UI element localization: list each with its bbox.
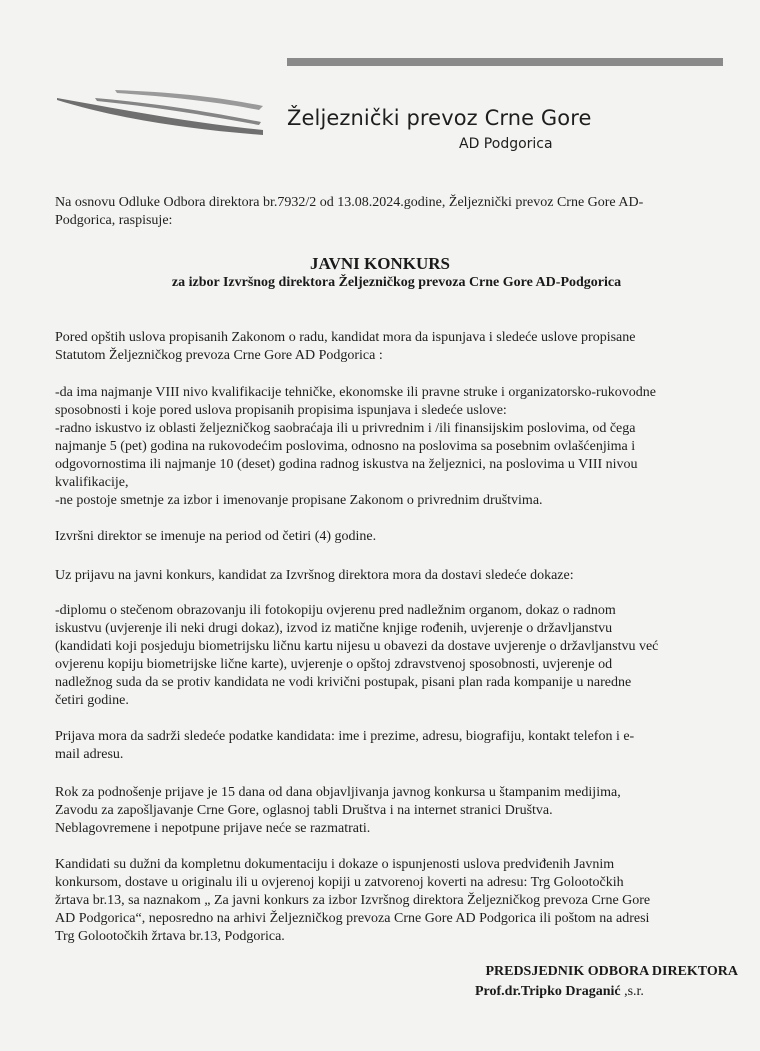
paragraph-line: žrtava br.13, sa naznakom „ Za javni konkurs za izbor Izvršnog direktora Željezničkog prevoza Crne Gore [55, 893, 651, 908]
paragraph-submission [55, 856, 737, 946]
paragraph-deadline [55, 784, 737, 838]
paragraph-general-conditions [55, 329, 737, 365]
paragraph-line: ovjerenu kopiju biometrijske lične karte), uvjerenje o opštoj zdravstvenoj sposobnosti, uvjerenje od [55, 657, 613, 672]
document-title: JAVNI KONKURS [310, 254, 450, 273]
paragraph-documents-list [55, 602, 737, 710]
intro-line: Na osnovu Odluke Odbora direktora br.7932/2 od 13.08.2024.godine, Željeznički prevoz Crne Gore AD- [55, 195, 644, 210]
paragraph-line: -ne postoje smetnje za izbor i imenovanje propisane Zakonom o privrednim društvima. [55, 493, 543, 508]
signatory-name: Prof.dr.Tripko Draganić [475, 984, 621, 999]
paragraph-line: četiri godine. [55, 693, 129, 708]
signature-suffix: ,s.r. [620, 984, 644, 999]
paragraph-line: Statutom Željezničkog prevoza Crne Gore AD Podgorica : [55, 348, 383, 363]
company-name: Željeznički prevoz Crne Gore [287, 106, 592, 130]
paragraph-line: Pored opštih uslova propisanih Zakonom o radu, kandidat mora da ispunjava i sledeće uslove propisane [55, 330, 636, 345]
paragraph-line: -da ima najmanje VIII nivo kvalifikacije tehničke, ekonomske ili pravne struke i organizatorsko-rukovodne [55, 385, 656, 400]
paragraph-line: -diplomu o stečenom obrazovanju ili fotokopiju ovjerenu pred nadležnim organom, dokaz o radnom [55, 603, 616, 618]
company-location: AD Podgorica [459, 136, 553, 152]
paragraph-line: odgovornostima ili najmanje 10 (deset) godina radnog iskustva na željeznici, na poslovima u VIII nivou [55, 457, 638, 472]
paragraph-line: najmanje 5 (pet) godina na rukovodećim poslovima, odnosno na poslovima sa posebnim ovlašćenjima i [55, 439, 636, 454]
document-subtitle: za izbor Izvršnog direktora Željezničkog prevoza Crne Gore AD-Podgorica [171, 275, 622, 290]
paragraph-term: Izvršni direktor se imenuje na period od četiri (4) godine. [55, 529, 377, 544]
paragraph-application-content [55, 728, 737, 764]
paragraph-line: mail adresu. [55, 747, 124, 762]
paragraph-line: Rok za podnošenje prijave je 15 dana od dana objavljivanja javnog konkursa u štampanim medijima, [55, 785, 621, 800]
paragraph-line: sposobnosti i koje pored uslova propisanih propisima ispunjava i sledeće uslove: [55, 403, 507, 418]
paragraph-line: Kandidati su dužni da kompletnu dokumentaciju i dokaze o ispunjenosti uslova predviđenih Javnim [55, 857, 615, 872]
paragraph-line: AD Podgorica“, neposredno na arhivi Željezničkog prevoza Crne Gore AD Podgorica ili poštom na adresi [55, 911, 650, 926]
paragraph-line: kvalifikacije, [55, 475, 129, 490]
paragraph-line: Trg Golootočkih žrtava br.13, Podgorica. [55, 929, 285, 944]
paragraph-line: Zavodu za zapošljavanje Crne Gore, oglasnoj tabli Društva i na internet stranici Društva. [55, 803, 553, 818]
signature-title: PREDSJEDNIK ODBORA DIREKTORA [485, 964, 738, 979]
paragraph-line: konkursom, dostave u originalu ili u ovjerenoj kopiji u zatvorenoj koverti na adresu: Trg Golootočkih [55, 875, 624, 890]
intro-line: Podgorica, raspisuje: [55, 213, 173, 228]
paragraph-line: nadležnog suda da se protiv kandidata ne vodi krivični postupak, pisani plan rada kompanije u naredne [55, 675, 632, 690]
header-rule [287, 58, 723, 66]
paragraph-line: iskustvu (uvjerenje ili neki drugi dokaz), izvod iz matične knjige rođenih, uvjerenje o državljanstvu [55, 621, 613, 636]
paragraph-requirements [55, 384, 737, 510]
paragraph-line: Neblagovremene i nepotpune prijave neće se razmatrati. [55, 821, 371, 836]
rail-swoosh-logo-icon [55, 88, 265, 138]
paragraph-line: (kandidati koji posjeduju biometrijsku ličnu kartu nijesu u obavezi da dostave uvjerenje o državljanstvu već [55, 639, 659, 654]
paragraph-documents-intro: Uz prijavu na javni konkurs, kandidat za Izvršnog direktora mora da dostavi sledeće dokaze: [55, 568, 574, 583]
paragraph-line: Prijava mora da sadrži sledeće podatke kandidata: ime i prezime, adresu, biografiju, kontakt telefon i e- [55, 729, 635, 744]
paragraph-line: -radno iskustvo iz oblasti željezničkog saobraćaja ili u privrednim i /ili finansijskim poslovima, od čega [55, 421, 636, 436]
intro-paragraph [55, 194, 737, 230]
signature-name [475, 984, 644, 1000]
